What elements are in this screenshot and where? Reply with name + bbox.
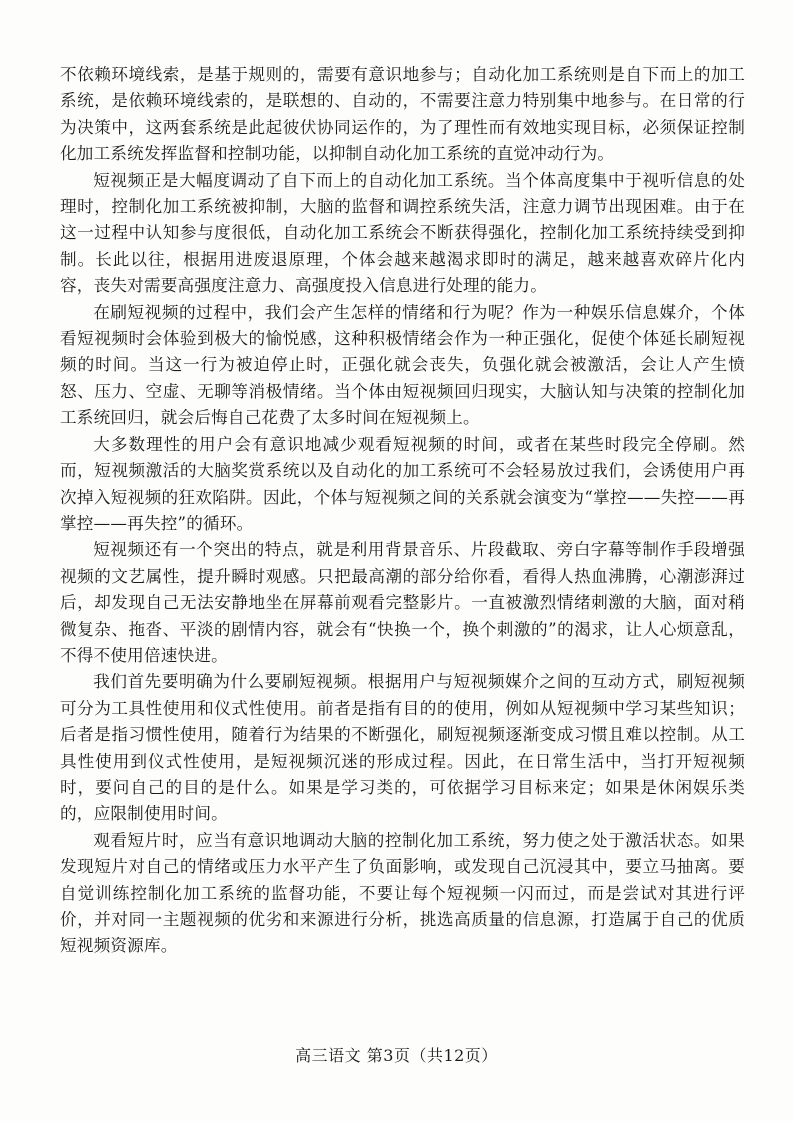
- page-footer: 高三语文 第3页（共12页）: [295, 1046, 498, 1065]
- paragraph-5: 短视频还有一个突出的特点，就是利用背景音乐、片段截取、旁白字幕等制作手段增强视频的文艺属性，提升瞬时观感。只把最高潮的部分给你看，看得人热血沸腾，心潮澎湃过后，却发现自己无法安静地坐在屏幕前观看完整影片。一直被激烈情绪刺激的大脑，面对稍微复杂、拖沓、平淡的剧情内容，就会有“快换一个，换个刺激的”的渴求，让人心烦意乱，不得不使用倍速快进。: [60, 540, 745, 665]
- paragraph-4: 大多数理性的用户会有意识地减少观看短视频的时间，或者在某些时段完全停刷。然而，短视频激活的大脑奖赏系统以及自动化的加工系统可不会轻易放过我们，会诱使用户再次掉入短视频的狂欢陷阱。因此，个体与短视频之间的关系就会演变为“掌控——失控——再掌控——再失控”的循环。: [60, 434, 745, 533]
- paragraph-6: 我们首先要明确为什么要刷短视频。根据用户与短视频媒介之间的互动方式，刷短视频可分为工具性使用和仪式性使用。前者是指有目的的使用，例如从短视频中学习某些知识；后者是指习惯性使用，随着行为结果的不断强化，刷短视频逐渐变成习惯且难以控制。从工具性使用到仪式性使用，是短视频沉迷的形成过程。因此，在日常生活中，当打开短视频时，要问自己的目的是什么。如果是学习类的，可依据学习目标来定；如果是休闲娱乐类的，应限制使用时间。: [60, 672, 745, 824]
- paragraph-1: 不依赖环境线索，是基于规则的，需要有意识地参与；自动化加工系统则是自下而上的加工系统，是依赖环境线索的，是联想的、自动的，不需要注意力特别集中地参与。在日常的行为决策中，这两套系统是此起彼伏协同运作的，为了理性而有效地实现目标，必须保证控制化加工系统发挥监督和控制功能，以抑制自动化加工系统的直觉冲动行为。: [60, 65, 745, 164]
- paragraph-2: 短视频正是大幅度调动了自下而上的自动化加工系统。当个体高度集中于视听信息的处理时，控制化加工系统被抑制，大脑的监督和调控系统失活，注意力调节出现困难。由于在这一过程中认知参与度很低，自动化加工系统会不断获得强化，控制化加工系统持续受到抑制。长此以往，根据用进废退原理，个体会越来越渴求即时的满足，越来越喜欢碎片化内容，丧失对需要高强度注意力、高强度投入信息进行处理的能力。: [60, 170, 745, 296]
- paragraph-3: 在刷短视频的过程中，我们会产生怎样的情绪和行为呢？作为一种娱乐信息媒介，个体看短视频时会体验到极大的愉悦感，这种积极情绪会作为一种正强化，促使个体延长刷短视频的时间。当这一行为被迫停止时，正强化就会丧失，负强化就会被激活，会让人产生愤怒、压力、空虚、无聊等消极情绪。当个体由短视频回归现实，大脑认知与决策的控制化加工系统回归，就会后悔自己花费了太多时间在短视频上。: [60, 302, 745, 428]
- article-body: [60, 62, 745, 960]
- paragraph-7: 观看短片时，应当有意识地调动大脑的控制化加工系统，努力使之处于激活状态。如果发现短片对自己的情绪或压力水平产生了负面影响，或发现自己沉浸其中，要立马抽离。要自觉训练控制化加工系统的监督功能，不要让每个短视频一闪而过，而是尝试对其进行评价，并对同一主题视频的优劣和来源进行分析，挑选高质量的信息源，打造属于自己的优质短视频资源库。: [60, 830, 745, 956]
